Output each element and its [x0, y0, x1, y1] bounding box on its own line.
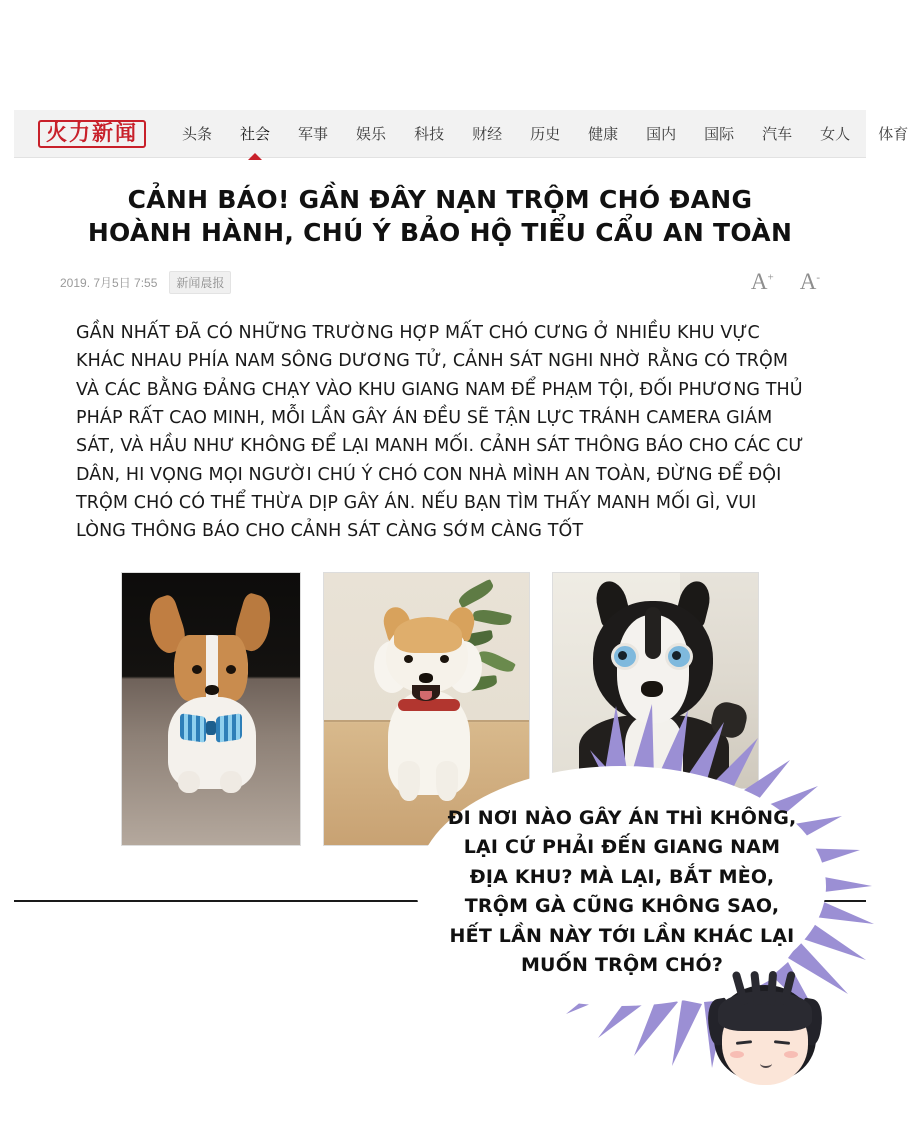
increase-font-sign: + — [767, 271, 774, 284]
decrease-font-button[interactable] — [800, 269, 820, 295]
character-mouth — [760, 1059, 772, 1068]
speech-bubble-text: ĐI NƠI NÀO GÂY ÁN THÌ KHÔNG, LẠI CỨ PHẢI ĐẾN GIANG NAM ĐỊA KHU? MÀ LẠI, BẮT MÈO, TRỘM GÀ CŨNG KHÔNG SAO, HẾT LẦN NÀY TỚI LẦN KHÁC LẠI MUỐN TRỘM CHÓ? — [447, 807, 797, 977]
shiba-head-marking — [394, 617, 462, 653]
nav-item-yule[interactable]: 娱乐 — [356, 126, 387, 143]
nav-item-shehui[interactable]: 社会 — [226, 123, 284, 144]
increase-font-button[interactable] — [751, 269, 774, 295]
husky-left-pupil — [618, 651, 627, 660]
news-navbar — [14, 110, 909, 158]
shiba-left-eye — [404, 655, 413, 663]
husky-forehead-stripe — [645, 607, 661, 659]
nav-item-caijing[interactable]: 财经 — [472, 126, 503, 143]
nav-item-toutiao[interactable]: 头条 — [182, 126, 213, 143]
nav-item-guonei[interactable]: 国内 — [646, 126, 677, 143]
shiba-nose — [419, 673, 433, 683]
nav-item-nvren[interactable]: 女人 — [820, 126, 851, 143]
nav-item-guoji[interactable]: 国际 — [704, 126, 735, 143]
publish-timestamp: 2019. 7月5日 7:55 — [60, 275, 158, 290]
chibi-boy-character — [700, 975, 830, 1095]
corgi-right-eye — [226, 665, 236, 674]
corgi-left-paw — [178, 771, 200, 793]
character-left-blush — [730, 1051, 744, 1058]
corgi-bowtie-knot — [206, 721, 216, 735]
increase-font-letter: A — [750, 269, 768, 294]
decrease-font-sign: - — [816, 271, 820, 284]
nav-item-tiyu[interactable]: 体育 — [878, 126, 909, 143]
character-right-blush — [784, 1051, 798, 1058]
character-hair-fringe — [718, 991, 812, 1031]
corgi-right-paw — [220, 771, 242, 793]
shiba-right-eye — [440, 655, 449, 663]
corgi-nose — [205, 685, 219, 695]
article-body-text: GẦN NHẤT ĐÃ CÓ NHỮNG TRƯỜNG HỢP MẤT CHÓ CƯNG Ở NHIỀU KHU VỰC KHÁC NHAU PHÍA NAM SÔNG DƯƠNG TỬ, CẢNH SÁT NGHI NHỜ RẰNG CÓ TRỘM VÀ CÁC BẰNG ĐẢNG CHẠY VÀO KHU GIANG NAM ĐỂ PHẠM TỘI, ĐỐI PHƯƠNG THỦ PHÁP RẤT CAO MINH, MỖI LẦN GÂY ÁN ĐỀU SẼ TẬN LỰC TRÁNH CAMERA GIÁM SÁT, VÀ HẦU NHƯ KHÔNG ĐỂ LẠI MANH MỐI. CẢNH SÁT THÔNG BÁO CHO CÁC CƯ DÂN, HI VỌNG MỌI NGƯỜI CHÚ Ý CHÓ CON NHÀ MÌNH AN TOÀN, ĐỪNG ĐỂ ĐỘI TRỘM CHÓ CÓ THỂ THỪA DỊP GÂY ÁN. NẾU BẠN TÌM THẤY MANH MỐI GÌ, VUI LÒNG THÔNG BÁO CHO CẢNH SÁT CÀNG SỚM CÀNG TỐT — [76, 323, 804, 542]
page-title: CẢNH BÁO! GẦN ĐÂY NẠN TRỘM CHÓ ĐANG HOÀNH HÀNH, CHÚ Ý BẢO HỘ TIỂU CẨU AN TOÀN — [87, 185, 793, 247]
shiba-tongue — [420, 691, 432, 700]
source-badge: 新闻晨报 — [169, 271, 231, 294]
article-meta — [54, 269, 826, 295]
nav-item-jiankang[interactable]: 健康 — [588, 126, 619, 143]
nav-item-junshi[interactable]: 军事 — [298, 126, 329, 143]
nav-item-keji[interactable]: 科技 — [414, 126, 445, 143]
news-site-logo[interactable]: 火力新闻 — [38, 120, 146, 148]
corgi-bowtie — [180, 715, 242, 741]
husky-right-pupil — [672, 651, 681, 660]
nav-item-lishi[interactable]: 历史 — [530, 126, 561, 143]
nav-item-qiche[interactable]: 汽车 — [762, 126, 793, 143]
corgi-puppy-photo — [121, 572, 301, 846]
husky-nose — [641, 681, 663, 697]
news-menu — [168, 123, 922, 144]
decrease-font-letter: A — [799, 269, 817, 294]
corgi-left-eye — [192, 665, 202, 674]
